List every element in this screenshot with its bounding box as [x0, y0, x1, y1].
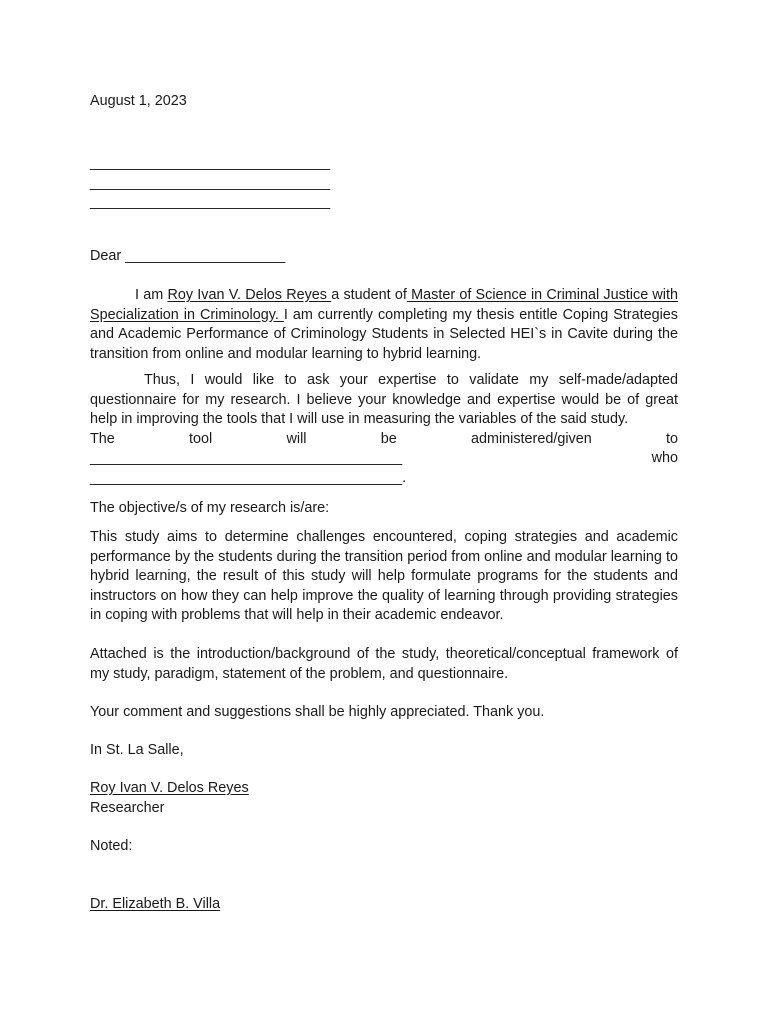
- degree-program: Master of Science in Criminal Justice with Specialization in Criminology.: [90, 287, 679, 323]
- intro-rest: I am currently completing my thesis entitle Coping Strategies and Academic Performance of Criminology Students in Selected HEI`s in Cavite during the transition from online and modular learning to hybrid learning.: [90, 306, 678, 362]
- request-blank-line: _______________________________________ who: [90, 450, 678, 467]
- signatory-title: Researcher: [90, 800, 165, 816]
- request-text: Thus, I would like to ask your expertise to validate my self-made/adapted questionnaire for my research. I believe your knowledge and expertise would be of great help in improving the tools that I will use in measuring the variables of the said study.: [90, 372, 678, 428]
- letter-date: August 1, 2023: [90, 93, 187, 109]
- request-tool-line: The tool will be administered/given to: [90, 430, 678, 447]
- blank-field: _______________________________________.: [90, 469, 407, 486]
- paragraph-request: [90, 371, 678, 489]
- address-line: ______________________________: [90, 174, 331, 191]
- address-line: ______________________________: [90, 194, 331, 211]
- signatory-name: Roy Ivan V. Delos Reyes: [90, 780, 249, 796]
- paragraph-thanks: Your comment and suggestions shall be highly appreciated. Thank you.: [90, 704, 545, 720]
- intro-pre: I am: [135, 287, 168, 303]
- paragraph-attachments: Attached is the introduction/background of the study, theoretical/conceptual framework of my study, paradigm, statement of the problem, and questionnaire.: [90, 646, 678, 682]
- address-block: [90, 154, 678, 213]
- paragraph-introduction: [90, 286, 678, 364]
- researcher-name: Roy Ivan V. Delos Reyes: [167, 287, 332, 303]
- blank-field: _______________________________________: [90, 450, 403, 467]
- closing: In St. La Salle,: [90, 742, 184, 758]
- address-line: ______________________________: [90, 155, 331, 171]
- paragraph-objective: This study aims to determine challenges encountered, coping strategies and academic performance by the students during the transition period from online and modular learning to hybrid learning, the result of this study will help formulate programs for the students and instructors on how they can help improve the quality of learning through providing strategies in coping with problems that will help in their academic endeavor.: [90, 529, 678, 624]
- noted-label: Noted:: [90, 838, 133, 854]
- noted-name: Dr. Elizabeth B. Villa: [90, 896, 221, 912]
- salutation: Dear ____________________: [90, 248, 286, 264]
- objective-heading: The objective/s of my research is/are:: [90, 500, 330, 516]
- intro-mid: a student of: [331, 287, 407, 303]
